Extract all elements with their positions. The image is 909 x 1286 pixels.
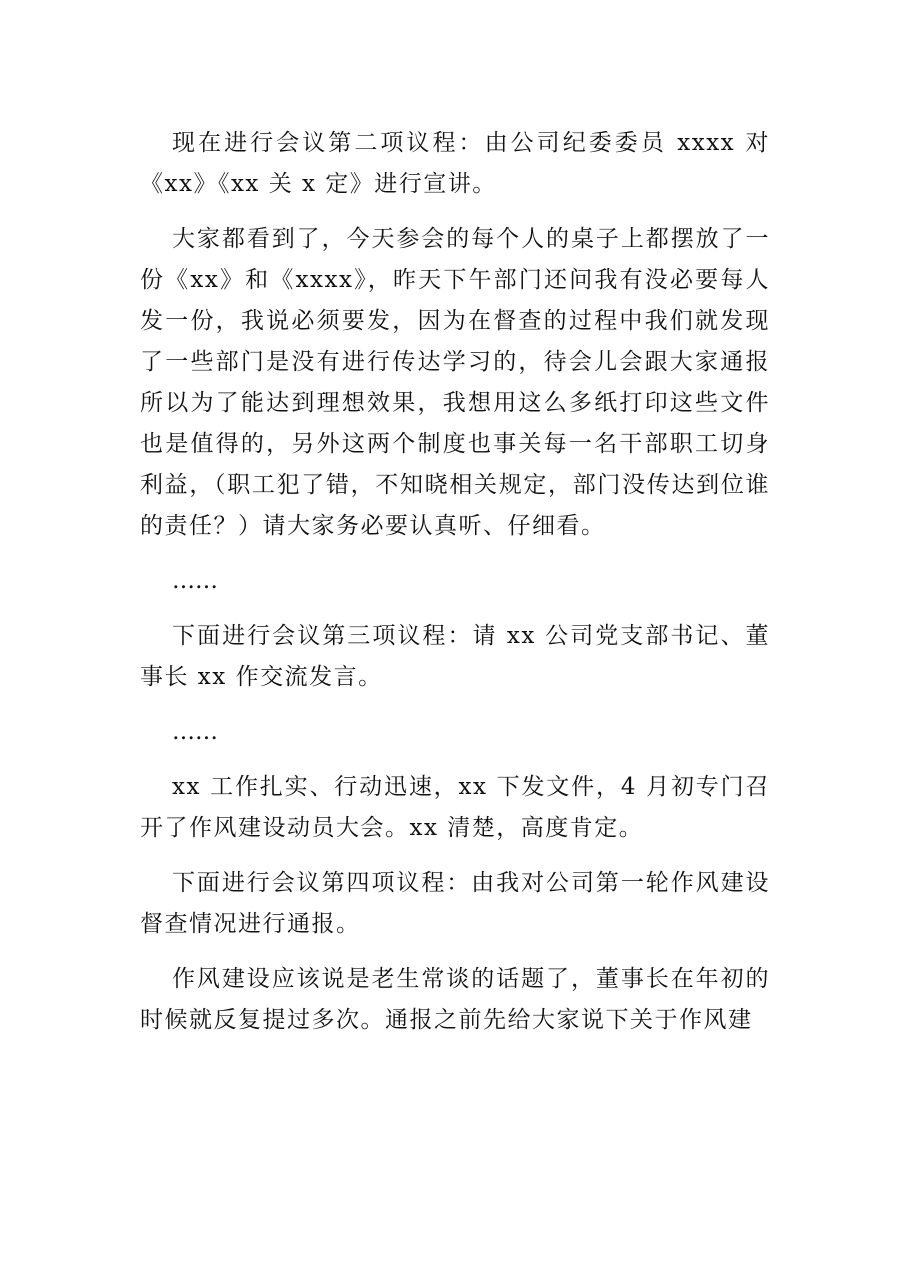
paragraph-agenda-item-three: 下面进行会议第三项议程：请 xx 公司党支部书记、董事长 xx 作交流发言。: [140, 623, 770, 690]
document-body: [140, 123, 770, 1055]
paragraph-agenda-item-two: 现在进行会议第二项议程：由公司纪委委员 xxxx 对《xx》《xx 关 x 定》进行宣讲。: [140, 130, 770, 197]
ellipsis-separator: ……: [172, 568, 218, 594]
paragraph-work-praise: xx 工作扎实、行动迅速，xx 下发文件，4 月初专门召开了作风建设动员大会。xx 清楚，高度肯定。: [140, 774, 770, 841]
paragraph-agenda-item-four: 下面进行会议第四项议程：由我对公司第一轮作风建设督查情况进行通报。: [140, 870, 770, 937]
paragraph-document-distribution: 大家都看到了，今天参会的每个人的桌子上都摆放了一份《xx》和《xxxx》，昨天下午部门还问我有没必要每人发一份，我说必须要发，因为在督查的过程中我们就发现了一些部门是没有进行传达学习的，待会儿会跟大家通报所以为了能达到理想效果，我想用这么多纸打印这些文件也是值得的，另外这两个制度也事关每一名干部职工切身利益，（职工犯了错，不知晓相关规定，部门没传达到位谁的责任？）请大家务必要认真听、仔细看。: [140, 226, 770, 539]
paragraph-work-style-intro: 作风建设应该说是老生常谈的话题了，董事长在年初的时候就反复提过多次。通报之前先给大家说下关于作风建: [140, 966, 770, 1033]
ellipsis-separator: ……: [172, 719, 218, 745]
